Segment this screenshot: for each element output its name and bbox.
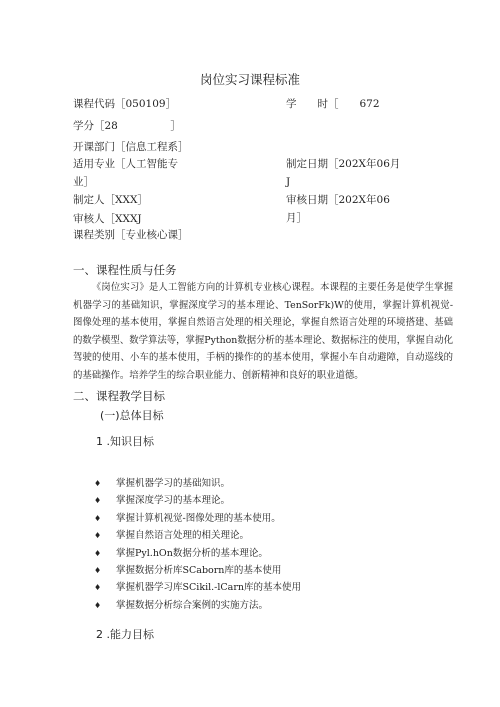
date-review-line1: 审核日期［202X年06 xyxy=(286,194,390,206)
list-item-text: 掌握计算机视觉-图像处理的基本使用。 xyxy=(116,512,281,524)
section2-heading: 二、课程教学目标 xyxy=(73,389,165,403)
date-review-line2: 月］ xyxy=(286,212,307,224)
bullet-diamond-icon: ♦ xyxy=(94,479,102,488)
bullet-diamond-icon: ♦ xyxy=(94,565,102,575)
section1-heading: 一、课程性质与任务 xyxy=(73,263,177,277)
list-item-text: 掌握深度学习的基本理论。 xyxy=(116,495,231,507)
applicable-major-line1: 适用专业［人工智能专 xyxy=(73,158,178,170)
bullet-diamond-icon: ♦ xyxy=(94,600,102,610)
author: 制定人［XXX］ xyxy=(73,194,148,206)
bullet-diamond-icon: ♦ xyxy=(94,548,102,558)
list-item xyxy=(94,492,301,509)
knowledge-goal-heading: 1 .知识目标 xyxy=(96,435,154,448)
page-title: 岗位实习课程标准 xyxy=(199,72,300,87)
list-item-text: 掌握Pyl.hOn数据分析的基本理论。 xyxy=(116,547,268,559)
list-item xyxy=(94,527,301,544)
date-made xyxy=(286,155,400,191)
date-review xyxy=(286,191,390,227)
ability-goal-heading: 2 .能力目标 xyxy=(96,628,154,641)
list-item-text: 掌握机器学习的基础知识。 xyxy=(116,478,231,489)
course-department: 开课部门［信息工程系］ xyxy=(73,141,189,153)
course-category: 课程类别［专业核心课］ xyxy=(73,229,189,241)
reviewer: 审核人［XXXJ xyxy=(73,213,142,225)
bullet-diamond-icon: ♦ xyxy=(94,496,102,506)
list-item xyxy=(94,545,301,562)
section1-paragraph: 《岗位实习》是人工智能方向的计算机专业核心课程。本课程的主要任务是使学生掌握机器学习的基础知识，掌握深度学习的基本理论、TenSorFk)W的使用，掌握计算机视觉-图像处理的基本使用，掌握自然语言处理的相关理论，掌握自然语言处理的环境搭建、基础的数学模型、数学算法等，掌握Python数据分析的基本理论、数据标注的使用，掌握自动化驾驶的使用、小车的基本使用，手柄的操作的的基本使用，掌握小车自动避障，自动巡线的的基础操作。培养学生的综合职业能力、创新精神和良好的职业道德。 xyxy=(73,282,453,381)
list-item xyxy=(94,510,301,527)
course-hours: 学 时［ 672 xyxy=(286,98,380,110)
bullet-diamond-icon: ♦ xyxy=(94,513,102,523)
list-item xyxy=(94,562,301,579)
list-item xyxy=(94,475,301,492)
overall-goal-heading: (一)总体目标 xyxy=(100,409,164,422)
course-credits: 学分［28 ］ xyxy=(73,120,181,132)
course-code: 课程代码［050109］ xyxy=(73,98,177,110)
list-item xyxy=(94,579,301,596)
date-made-line2: J xyxy=(286,176,291,188)
list-item-text: 掌握数据分析库SCaborn库的基本使用 xyxy=(116,564,282,576)
applicable-major xyxy=(73,155,178,191)
list-item-text: 掌握数据分析综合案例的实施方法。 xyxy=(116,599,269,611)
bullet-diamond-icon: ♦ xyxy=(94,583,102,593)
list-item-text: 掌握机器学习库SCikil.-lCarn库的基本使用 xyxy=(116,582,302,594)
list-item xyxy=(94,597,301,614)
knowledge-goal-list xyxy=(94,475,301,614)
date-made-line1: 制定日期［202X年06月 xyxy=(286,158,401,170)
list-item-text: 掌握自然语言处理的相关理论。 xyxy=(116,530,250,542)
bullet-diamond-icon: ♦ xyxy=(94,531,102,541)
applicable-major-line2: 业］ xyxy=(73,176,94,188)
